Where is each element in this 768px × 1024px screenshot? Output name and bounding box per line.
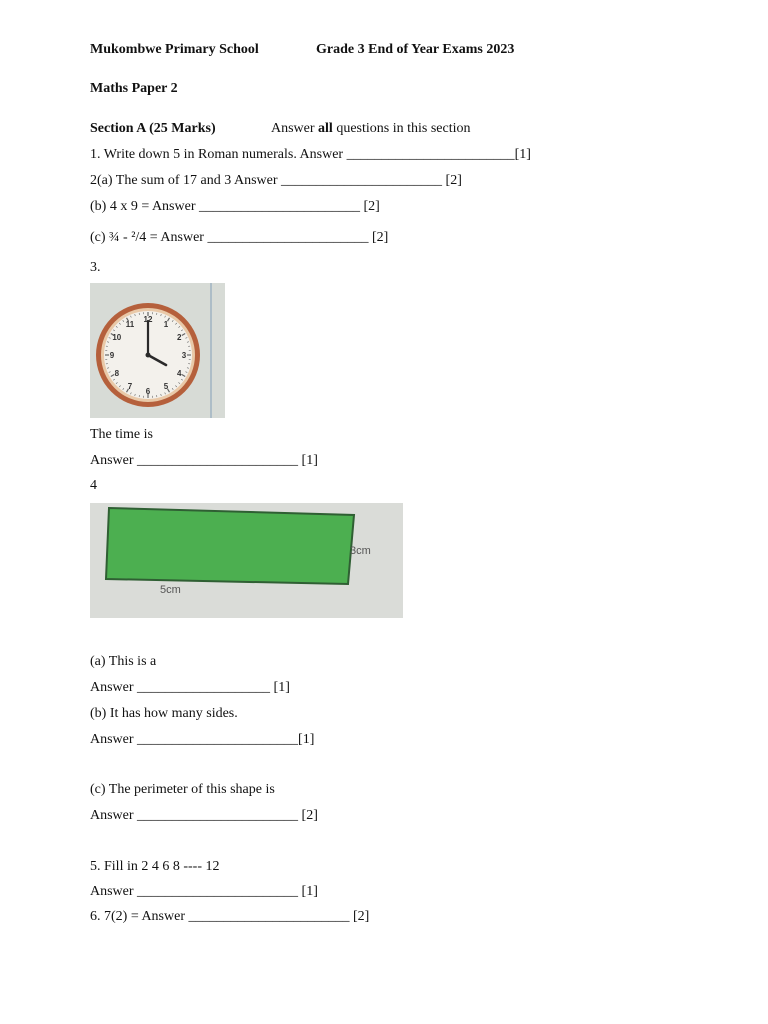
clock-number-2: 2	[176, 333, 182, 342]
clock-number-1: 1	[163, 319, 169, 329]
clock-number-3: 3	[181, 351, 187, 360]
question-4b-answer: Answer _______________________[1]	[90, 732, 315, 747]
rectangle-shape-icon	[90, 503, 403, 618]
question-5-answer: Answer _______________________ [1]	[90, 884, 318, 899]
clock-number-9: 9	[109, 351, 115, 360]
clock-number-8: 8	[114, 369, 120, 378]
question-2a: 2(a) The sum of 17 and 3 Answer _______________________ [2]	[90, 173, 462, 188]
instruction-bold: all	[318, 121, 333, 136]
question-4a-answer: Answer ___________________ [1]	[90, 680, 290, 695]
clock-image	[90, 283, 225, 418]
question-3-number: 3.	[90, 260, 101, 275]
question-2b: (b) 4 x 9 = Answer _______________________ [2]	[90, 199, 380, 214]
clock-number-12: 12	[143, 315, 153, 324]
height-label: 3cm	[350, 545, 371, 557]
clock-number-7: 7	[127, 382, 133, 392]
instruction-pre: Answer	[271, 121, 319, 136]
question-1: 1. Write down 5 in Roman numerals. Answer ________________________[1]	[90, 147, 531, 162]
instruction-post: questions in this section	[332, 121, 471, 136]
question-3-answer: Answer _______________________ [1]	[90, 453, 318, 468]
rectangle-image	[90, 503, 403, 618]
question-4-number: 4	[90, 478, 97, 493]
question-4c-answer: Answer _______________________ [2]	[90, 808, 318, 823]
clock-number-10: 10	[112, 333, 122, 342]
section-title: Section A (25 Marks)	[90, 121, 216, 136]
clock-icon	[90, 283, 225, 418]
question-3-text: The time is	[90, 427, 153, 442]
width-label: 5cm	[160, 584, 181, 596]
question-4b: (b) It has how many sides.	[90, 706, 238, 721]
question-6: 6. 7(2) = Answer _______________________ [2]	[90, 909, 370, 924]
question-4a: (a) This is a	[90, 654, 157, 669]
paper-title: Maths Paper 2	[90, 81, 178, 96]
school-name: Mukombwe Primary School	[90, 42, 259, 57]
question-2c: (c) ¾ - ²/4 = Answer _______________________ [2]	[90, 230, 389, 245]
clock-number-5: 5	[163, 382, 169, 392]
question-4c: (c) The perimeter of this shape is	[90, 782, 275, 797]
exam-title: Grade 3 End of Year Exams 2023	[316, 42, 515, 57]
clock-number-11: 11	[125, 319, 135, 329]
clock-number-6: 6	[145, 387, 151, 396]
question-5: 5. Fill in 2 4 6 8 ---- 12	[90, 859, 220, 874]
clock-number-4: 4	[176, 369, 182, 378]
section-instruction	[271, 120, 471, 138]
